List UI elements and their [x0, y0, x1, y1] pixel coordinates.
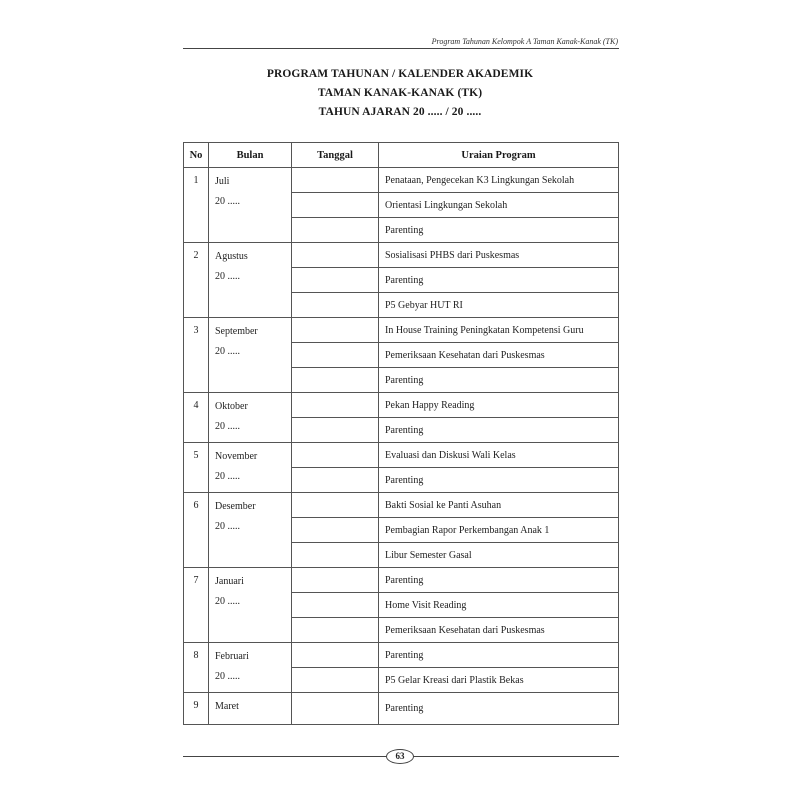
row-number: 1 — [184, 168, 209, 243]
program-cell: Sosialisasi PHBS dari Puskesmas — [379, 243, 619, 268]
date-cell — [292, 493, 379, 518]
header-uraian: Uraian Program — [379, 143, 619, 168]
program-cell: Evaluasi dan Diskusi Wali Kelas — [379, 443, 619, 468]
date-cell — [292, 318, 379, 343]
table-row — [184, 643, 619, 668]
month-cell — [209, 493, 292, 568]
date-cell — [292, 468, 379, 493]
program-cell: Pemeriksaan Kesehatan dari Puskesmas — [379, 343, 619, 368]
program-cell: Parenting — [379, 368, 619, 393]
month-cell — [209, 693, 292, 725]
program-cell: Home Visit Reading — [379, 593, 619, 618]
title-line-2: TAMAN KANAK-KANAK (TK) — [317, 87, 483, 99]
program-table — [183, 142, 619, 725]
date-cell — [292, 518, 379, 543]
row-number: 5 — [184, 443, 209, 493]
month-year: 20 ..... — [215, 196, 240, 207]
date-cell — [292, 293, 379, 318]
date-cell — [292, 168, 379, 193]
month-year: 20 ..... — [215, 271, 240, 282]
row-number: 4 — [184, 393, 209, 443]
month-name: September — [215, 326, 258, 337]
program-cell: P5 Gelar Kreasi dari Plastik Bekas — [379, 668, 619, 693]
program-cell: Parenting — [379, 693, 619, 725]
row-number: 2 — [184, 243, 209, 318]
header-bulan: Bulan — [209, 143, 292, 168]
month-year: 20 ..... — [215, 346, 240, 357]
program-cell: Pembagian Rapor Perkembangan Anak 1 — [379, 518, 619, 543]
table-row — [184, 393, 619, 418]
program-cell: Parenting — [379, 643, 619, 668]
date-cell — [292, 543, 379, 568]
table-header-row — [184, 143, 619, 168]
header-no: No — [184, 143, 209, 168]
program-cell: P5 Gebyar HUT RI — [379, 293, 619, 318]
month-cell — [209, 168, 292, 243]
table-row — [184, 168, 619, 193]
month-year: 20 ..... — [215, 596, 240, 607]
month-name: Agustus — [215, 251, 248, 262]
month-year: 20 ..... — [215, 421, 240, 432]
program-cell: Libur Semester Gasal — [379, 543, 619, 568]
date-cell — [292, 418, 379, 443]
date-cell — [292, 268, 379, 293]
date-cell — [292, 668, 379, 693]
date-cell — [292, 443, 379, 468]
table-row — [184, 493, 619, 518]
table-row — [184, 693, 619, 725]
month-cell — [209, 318, 292, 393]
month-year: 20 ..... — [215, 521, 240, 532]
program-cell: Pekan Happy Reading — [379, 393, 619, 418]
program-cell: Bakti Sosial ke Panti Asuhan — [379, 493, 619, 518]
date-cell — [292, 693, 379, 725]
program-cell: In House Training Peningkatan Kompetensi Guru — [379, 318, 619, 343]
month-year: 20 ..... — [215, 471, 240, 482]
page-number: 63 — [386, 749, 414, 764]
month-cell — [209, 393, 292, 443]
title-line-3: TAHUN AJARAN 20 ..... / 20 ..... — [318, 106, 482, 118]
program-cell: Pemeriksaan Kesehatan dari Puskesmas — [379, 618, 619, 643]
date-cell — [292, 643, 379, 668]
month-cell — [209, 568, 292, 643]
row-number: 9 — [184, 693, 209, 725]
table-row — [184, 243, 619, 268]
title-line-1: PROGRAM TAHUNAN / KALENDER AKADEMIK — [266, 68, 534, 80]
program-cell: Parenting — [379, 418, 619, 443]
program-cell: Parenting — [379, 218, 619, 243]
title-block — [0, 65, 800, 122]
table-row — [184, 318, 619, 343]
date-cell — [292, 368, 379, 393]
program-cell: Penataan, Pengecekan K3 Lingkungan Sekolah — [379, 168, 619, 193]
header-tanggal: Tanggal — [292, 143, 379, 168]
month-name: Februari — [215, 651, 249, 662]
date-cell — [292, 218, 379, 243]
header-rule — [183, 48, 619, 49]
program-cell: Parenting — [379, 468, 619, 493]
row-number: 8 — [184, 643, 209, 693]
table-row — [184, 568, 619, 593]
month-name: Oktober — [215, 401, 248, 412]
row-number: 6 — [184, 493, 209, 568]
month-year: 20 ..... — [215, 671, 240, 682]
date-cell — [292, 568, 379, 593]
table-row — [184, 443, 619, 468]
date-cell — [292, 593, 379, 618]
date-cell — [292, 393, 379, 418]
running-head: Program Tahunan Kelompok A Taman Kanak-Kanak (TK) — [431, 37, 618, 46]
program-cell: Parenting — [379, 568, 619, 593]
month-name: Maret — [215, 701, 239, 712]
program-cell: Parenting — [379, 268, 619, 293]
month-cell — [209, 243, 292, 318]
month-name: November — [215, 451, 258, 462]
date-cell — [292, 618, 379, 643]
date-cell — [292, 243, 379, 268]
table-body — [184, 168, 619, 725]
row-number: 3 — [184, 318, 209, 393]
date-cell — [292, 193, 379, 218]
program-cell: Orientasi Lingkungan Sekolah — [379, 193, 619, 218]
month-cell — [209, 443, 292, 493]
month-name: Desember — [215, 501, 256, 512]
row-number: 7 — [184, 568, 209, 643]
month-cell — [209, 643, 292, 693]
month-name: Januari — [215, 576, 244, 587]
date-cell — [292, 343, 379, 368]
month-name: Juli — [215, 176, 230, 187]
